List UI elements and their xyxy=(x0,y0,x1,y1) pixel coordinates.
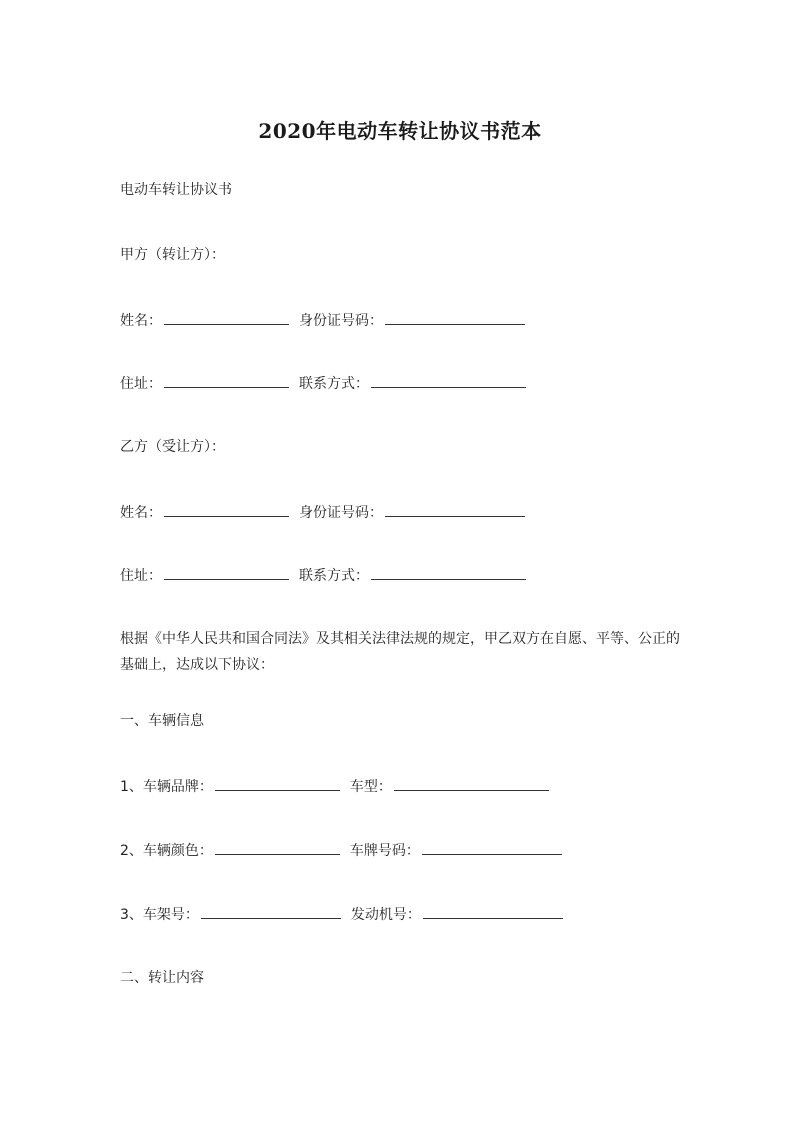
party-a-name-blank[interactable] xyxy=(164,310,289,325)
name-label: 姓名： xyxy=(120,313,162,329)
plate-blank[interactable] xyxy=(422,840,562,855)
plate-label: 车牌号码： xyxy=(349,843,420,859)
engine-label: 发动机号： xyxy=(350,907,421,923)
party-b-address-blank[interactable] xyxy=(164,565,289,580)
contact-label: 联系方式： xyxy=(299,568,369,584)
party-a-id-blank[interactable] xyxy=(385,310,525,325)
section-1-title: 一、车辆信息 xyxy=(120,713,204,729)
frame-label: 3、车架号： xyxy=(120,907,199,923)
party-b-name-row xyxy=(120,502,527,523)
model-blank[interactable] xyxy=(394,776,549,791)
vehicle-color-row xyxy=(120,840,564,861)
address-label: 住址： xyxy=(120,376,162,392)
brand-blank[interactable] xyxy=(215,776,340,791)
color-label: 2、车辆颜色： xyxy=(120,843,213,859)
id-number-label: 身份证号码： xyxy=(299,313,383,329)
agreement-heading: 电动车转让协议书 xyxy=(120,182,232,198)
party-b-name-blank[interactable] xyxy=(164,502,289,517)
contact-label: 联系方式： xyxy=(299,376,369,392)
vehicle-brand-row xyxy=(120,776,551,797)
party-a-address-blank[interactable] xyxy=(164,373,289,388)
brand-label: 1、车辆品牌： xyxy=(120,779,213,795)
party-a-address-row xyxy=(120,373,528,394)
address-label: 住址： xyxy=(120,568,162,584)
id-number-label: 身份证号码： xyxy=(299,505,383,521)
party-a-contact-blank[interactable] xyxy=(371,373,526,388)
name-label: 姓名： xyxy=(120,505,162,521)
vehicle-frame-row xyxy=(120,904,565,925)
color-blank[interactable] xyxy=(215,840,340,855)
party-b-contact-blank[interactable] xyxy=(371,565,526,580)
party-b-address-row xyxy=(120,565,528,586)
engine-blank[interactable] xyxy=(423,904,563,919)
document-title: 2020年电动车转让协议书范本 xyxy=(258,119,542,143)
section-2-title: 二、转让内容 xyxy=(120,970,204,986)
party-b-label: 乙方（受让方）： xyxy=(120,439,225,455)
frame-blank[interactable] xyxy=(201,904,341,919)
party-a-label: 甲方（转让方）： xyxy=(120,247,225,263)
preamble-paragraph: 根据《中华人民共和国合同法》及其相关法律法规的规定，甲乙双方在自愿、平等、公正的基础上，达成以下协议： xyxy=(120,631,680,673)
model-label: 车型： xyxy=(349,779,392,795)
party-a-name-row xyxy=(120,310,527,331)
party-b-id-blank[interactable] xyxy=(385,502,525,517)
